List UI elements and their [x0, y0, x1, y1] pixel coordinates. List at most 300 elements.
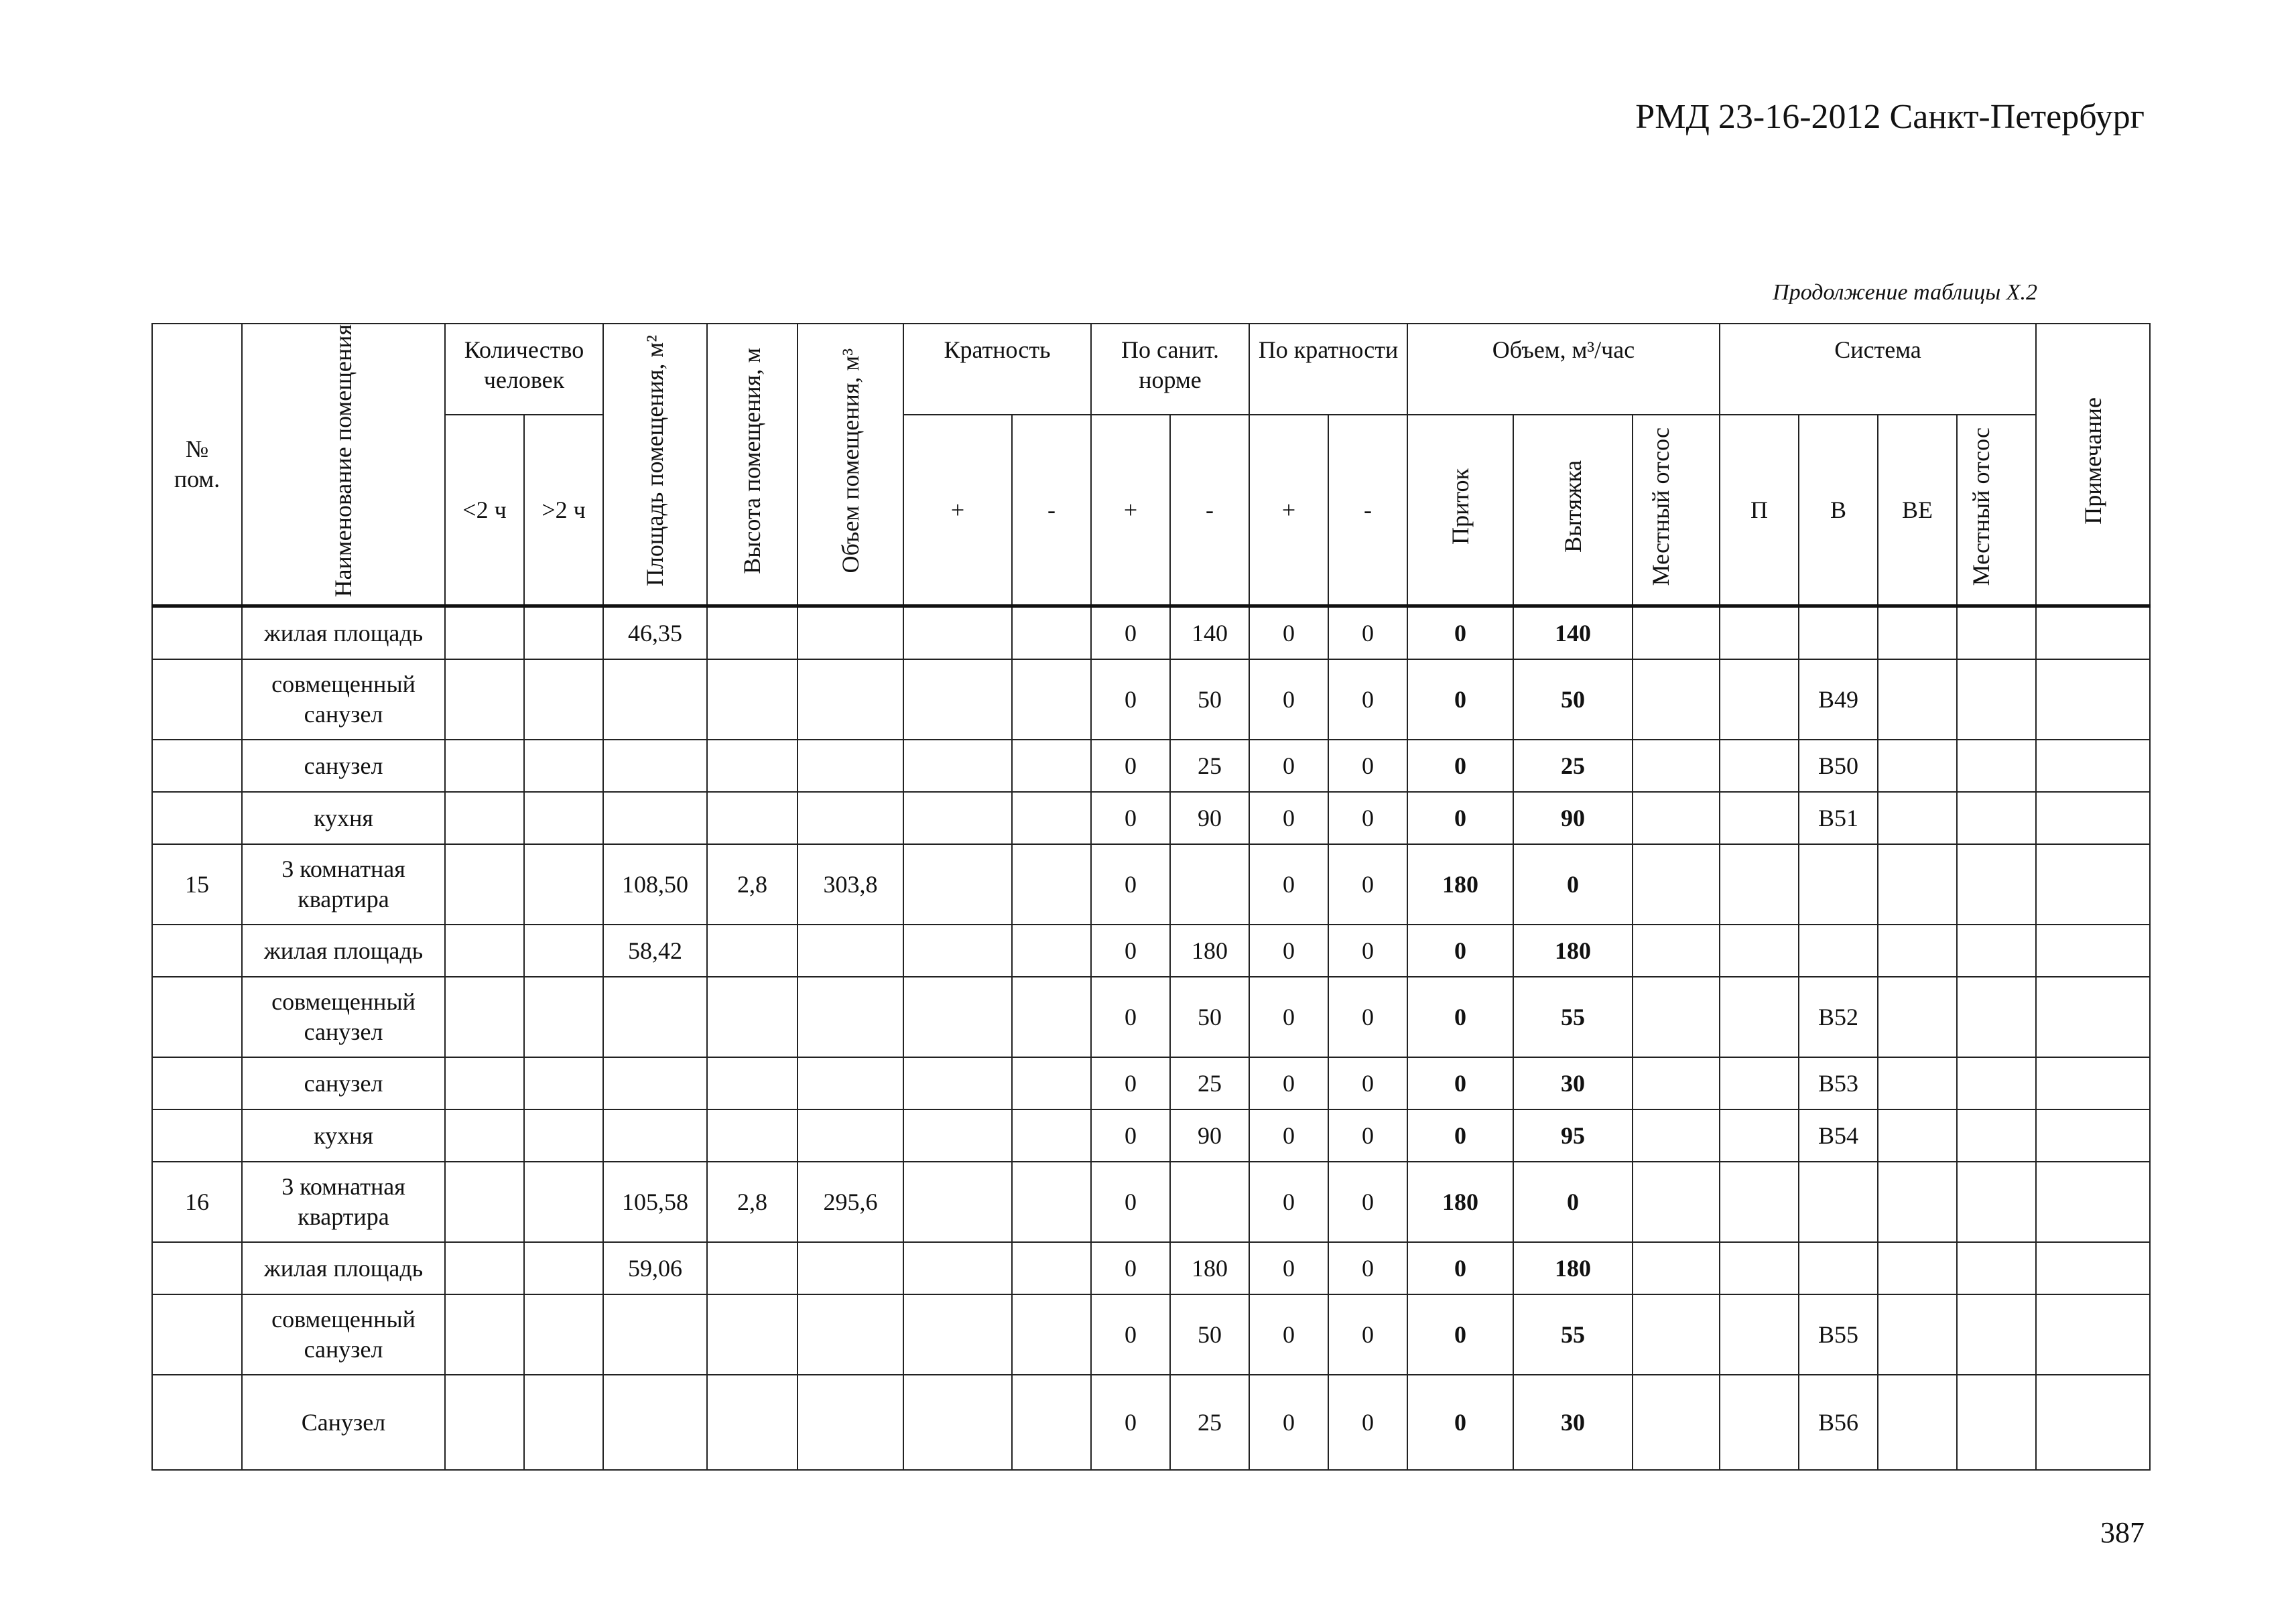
cell-pokrat-minus: 0 — [1328, 844, 1407, 925]
cell-height — [707, 925, 798, 977]
cell-sys-v: В50 — [1799, 740, 1878, 792]
cell-pritok: 0 — [1407, 1109, 1513, 1162]
col-header-sanit-minus: - — [1170, 415, 1249, 606]
cell-krat-minus — [1012, 1375, 1091, 1470]
cell-sanit-plus: 0 — [1091, 606, 1170, 660]
cell-sys-mestny — [1957, 925, 2036, 977]
cell-area: 58,42 — [603, 925, 707, 977]
cell-sanit-plus: 0 — [1091, 1162, 1170, 1242]
table-row — [152, 606, 2150, 660]
cell-name: жилая площадь — [242, 606, 445, 660]
cell-mestny — [1633, 1162, 1720, 1242]
col-header-name-text: Наименование помещения — [330, 324, 357, 598]
cell-pokrat-plus: 0 — [1249, 1294, 1328, 1375]
table-row — [152, 1375, 2150, 1470]
cell-volume — [798, 1375, 903, 1470]
col-header-pokrat-minus: - — [1328, 415, 1407, 606]
cell-pritok: 0 — [1407, 1242, 1513, 1294]
table-row — [152, 1162, 2150, 1242]
cell-vytyazhka: 55 — [1513, 1294, 1633, 1375]
cell-height — [707, 1242, 798, 1294]
cell-volume — [798, 1057, 903, 1109]
cell-sys-v — [1799, 606, 1878, 660]
cell-pokrat-minus: 0 — [1328, 1375, 1407, 1470]
cell-sanit-plus: 0 — [1091, 1294, 1170, 1375]
cell-people-lt2 — [445, 792, 524, 844]
cell-krat-plus — [903, 1242, 1012, 1294]
cell-number — [152, 1294, 242, 1375]
cell-sys-p — [1720, 844, 1799, 925]
cell-area: 108,50 — [603, 844, 707, 925]
cell-vytyazhka: 50 — [1513, 659, 1633, 740]
cell-krat-plus — [903, 1294, 1012, 1375]
cell-sanit-plus: 0 — [1091, 1242, 1170, 1294]
cell-name: 3 комнатная квартира — [242, 1162, 445, 1242]
cell-sys-ve — [1878, 1162, 1957, 1242]
cell-krat-plus — [903, 844, 1012, 925]
cell-krat-minus — [1012, 740, 1091, 792]
cell-number — [152, 659, 242, 740]
cell-krat-minus — [1012, 659, 1091, 740]
cell-people-gt2 — [524, 1375, 603, 1470]
col-header-kratnost: Кратность — [903, 324, 1091, 415]
col-header-volume-text: Объем помещения, м³ — [836, 348, 864, 573]
cell-sys-p — [1720, 1375, 1799, 1470]
cell-name: совмещенный санузел — [242, 977, 445, 1057]
cell-sanit-plus: 0 — [1091, 1375, 1170, 1470]
cell-mestny — [1633, 977, 1720, 1057]
cell-sys-ve — [1878, 1375, 1957, 1470]
cell-pritok: 0 — [1407, 1375, 1513, 1470]
cell-people-lt2 — [445, 1375, 524, 1470]
cell-pokrat-plus: 0 — [1249, 925, 1328, 977]
cell-area — [603, 1294, 707, 1375]
cell-note — [2036, 1375, 2150, 1470]
cell-people-lt2 — [445, 925, 524, 977]
col-header-area-text: Площадь помещения, м² — [641, 335, 669, 587]
cell-sys-mestny — [1957, 659, 2036, 740]
cell-area — [603, 740, 707, 792]
cell-name: совмещенный санузел — [242, 1294, 445, 1375]
cell-sanit-minus: 90 — [1170, 1109, 1249, 1162]
cell-people-lt2 — [445, 1057, 524, 1109]
cell-note — [2036, 1294, 2150, 1375]
cell-people-gt2 — [524, 1109, 603, 1162]
col-header-note — [2036, 324, 2150, 606]
cell-sanit-plus: 0 — [1091, 977, 1170, 1057]
cell-pokrat-minus: 0 — [1328, 1057, 1407, 1109]
cell-number — [152, 977, 242, 1057]
cell-volume — [798, 977, 903, 1057]
cell-mestny — [1633, 1375, 1720, 1470]
cell-sys-p — [1720, 1242, 1799, 1294]
cell-number: 16 — [152, 1162, 242, 1242]
cell-sanit-minus — [1170, 844, 1249, 925]
cell-pokrat-plus: 0 — [1249, 659, 1328, 740]
cell-krat-minus — [1012, 606, 1091, 660]
cell-sanit-minus: 25 — [1170, 1375, 1249, 1470]
cell-sanit-minus — [1170, 1162, 1249, 1242]
cell-krat-plus — [903, 1162, 1012, 1242]
col-header-gt2: >2 ч — [524, 415, 603, 606]
cell-area — [603, 977, 707, 1057]
cell-mestny — [1633, 925, 1720, 977]
cell-sanit-minus: 25 — [1170, 740, 1249, 792]
col-header-sistema: Система — [1720, 324, 2036, 415]
cell-pritok: 0 — [1407, 740, 1513, 792]
document-header: РМД 23-16-2012 Санкт-Петербург — [1635, 98, 2145, 136]
cell-pokrat-plus: 0 — [1249, 740, 1328, 792]
cell-pritok: 0 — [1407, 977, 1513, 1057]
cell-note — [2036, 925, 2150, 977]
cell-people-gt2 — [524, 740, 603, 792]
cell-height — [707, 659, 798, 740]
cell-pokrat-minus: 0 — [1328, 1109, 1407, 1162]
cell-sys-mestny — [1957, 844, 2036, 925]
cell-sanit-minus: 90 — [1170, 792, 1249, 844]
col-header-krat-minus: - — [1012, 415, 1091, 606]
cell-pokrat-minus: 0 — [1328, 925, 1407, 977]
cell-sys-ve — [1878, 977, 1957, 1057]
cell-note — [2036, 792, 2150, 844]
cell-sanit-minus: 140 — [1170, 606, 1249, 660]
cell-volume — [798, 659, 903, 740]
cell-note — [2036, 844, 2150, 925]
cell-sys-ve — [1878, 606, 1957, 660]
cell-note — [2036, 606, 2150, 660]
cell-volume: 295,6 — [798, 1162, 903, 1242]
cell-people-lt2 — [445, 1294, 524, 1375]
cell-area: 46,35 — [603, 606, 707, 660]
cell-number — [152, 925, 242, 977]
cell-sys-mestny — [1957, 606, 2036, 660]
cell-sys-v: В56 — [1799, 1375, 1878, 1470]
cell-height — [707, 1294, 798, 1375]
col-header-vytyazhka — [1513, 415, 1633, 606]
cell-sanit-minus: 180 — [1170, 1242, 1249, 1294]
table-row — [152, 659, 2150, 740]
cell-krat-minus — [1012, 977, 1091, 1057]
cell-sys-p — [1720, 659, 1799, 740]
cell-note — [2036, 740, 2150, 792]
col-header-objem: Объем, м³/час — [1407, 324, 1720, 415]
page-number: 387 — [2100, 1516, 2145, 1549]
cell-volume: 303,8 — [798, 844, 903, 925]
cell-sys-p — [1720, 740, 1799, 792]
cell-pokrat-plus: 0 — [1249, 844, 1328, 925]
cell-people-lt2 — [445, 844, 524, 925]
cell-volume — [798, 792, 903, 844]
cell-vytyazhka: 180 — [1513, 1242, 1633, 1294]
cell-krat-plus — [903, 925, 1012, 977]
cell-pokrat-plus: 0 — [1249, 1162, 1328, 1242]
cell-sanit-plus: 0 — [1091, 844, 1170, 925]
cell-sys-mestny — [1957, 1057, 2036, 1109]
cell-area: 105,58 — [603, 1162, 707, 1242]
cell-volume — [798, 1242, 903, 1294]
cell-pokrat-plus: 0 — [1249, 1375, 1328, 1470]
table-row — [152, 925, 2150, 977]
cell-people-gt2 — [524, 1057, 603, 1109]
cell-mestny — [1633, 1294, 1720, 1375]
cell-sanit-minus: 180 — [1170, 925, 1249, 977]
cell-vytyazhka: 55 — [1513, 977, 1633, 1057]
cell-pokrat-minus: 0 — [1328, 740, 1407, 792]
cell-height — [707, 606, 798, 660]
cell-number — [152, 740, 242, 792]
col-header-area — [603, 324, 707, 606]
col-header-sys-mestny-text: Местный отсос — [1968, 427, 1995, 586]
table-row — [152, 1242, 2150, 1294]
col-header-note-text: Примечание — [2079, 397, 2106, 525]
cell-people-lt2 — [445, 740, 524, 792]
cell-sys-v: В52 — [1799, 977, 1878, 1057]
cell-number: 15 — [152, 844, 242, 925]
cell-people-gt2 — [524, 1242, 603, 1294]
col-header-sanit: По санит. норме — [1091, 324, 1249, 415]
cell-volume — [798, 606, 903, 660]
cell-sys-mestny — [1957, 1109, 2036, 1162]
cell-sys-mestny — [1957, 1162, 2036, 1242]
cell-pokrat-plus: 0 — [1249, 606, 1328, 660]
cell-sanit-plus: 0 — [1091, 1057, 1170, 1109]
cell-pritok: 0 — [1407, 925, 1513, 977]
cell-sanit-plus: 0 — [1091, 925, 1170, 977]
table-row — [152, 977, 2150, 1057]
cell-krat-minus — [1012, 1162, 1091, 1242]
cell-people-lt2 — [445, 977, 524, 1057]
cell-sys-v — [1799, 1162, 1878, 1242]
table-continuation-label: Продолжение таблицы Х.2 — [1773, 280, 2037, 305]
col-header-height — [707, 324, 798, 606]
cell-sys-v: В54 — [1799, 1109, 1878, 1162]
cell-sys-ve — [1878, 844, 1957, 925]
cell-krat-minus — [1012, 1242, 1091, 1294]
cell-sys-ve — [1878, 740, 1957, 792]
cell-number — [152, 792, 242, 844]
cell-vytyazhka: 90 — [1513, 792, 1633, 844]
cell-sys-v — [1799, 1242, 1878, 1294]
cell-note — [2036, 977, 2150, 1057]
cell-krat-minus — [1012, 1109, 1091, 1162]
cell-mestny — [1633, 844, 1720, 925]
cell-pokrat-minus: 0 — [1328, 1242, 1407, 1294]
cell-people-gt2 — [524, 1162, 603, 1242]
cell-sys-p — [1720, 977, 1799, 1057]
cell-pritok: 0 — [1407, 606, 1513, 660]
col-header-sanit-plus: + — [1091, 415, 1170, 606]
cell-area: 59,06 — [603, 1242, 707, 1294]
cell-people-gt2 — [524, 659, 603, 740]
cell-volume — [798, 925, 903, 977]
col-header-pritok — [1407, 415, 1513, 606]
cell-height — [707, 740, 798, 792]
cell-sys-v — [1799, 844, 1878, 925]
cell-sys-p — [1720, 1109, 1799, 1162]
cell-sys-v: В55 — [1799, 1294, 1878, 1375]
ventilation-table — [151, 323, 2151, 1471]
cell-volume — [798, 1294, 903, 1375]
cell-pritok: 0 — [1407, 792, 1513, 844]
cell-pritok: 0 — [1407, 659, 1513, 740]
col-header-people: Количество человек — [445, 324, 603, 415]
cell-sys-p — [1720, 925, 1799, 977]
cell-pokrat-plus: 0 — [1249, 792, 1328, 844]
col-header-mestny — [1633, 415, 1720, 606]
table-row — [152, 844, 2150, 925]
cell-people-gt2 — [524, 1294, 603, 1375]
cell-pokrat-minus: 0 — [1328, 606, 1407, 660]
cell-sanit-plus: 0 — [1091, 740, 1170, 792]
cell-height — [707, 1057, 798, 1109]
cell-note — [2036, 1242, 2150, 1294]
cell-name: санузел — [242, 1057, 445, 1109]
cell-name: санузел — [242, 740, 445, 792]
cell-height: 2,8 — [707, 1162, 798, 1242]
cell-sys-mestny — [1957, 740, 2036, 792]
cell-note — [2036, 659, 2150, 740]
cell-number — [152, 606, 242, 660]
cell-pokrat-minus: 0 — [1328, 1162, 1407, 1242]
col-header-sys-p: П — [1720, 415, 1799, 606]
cell-area — [603, 792, 707, 844]
cell-pritok: 180 — [1407, 844, 1513, 925]
cell-people-gt2 — [524, 925, 603, 977]
cell-name: жилая площадь — [242, 925, 445, 977]
cell-volume — [798, 1109, 903, 1162]
col-header-sys-ve: ВЕ — [1878, 415, 1957, 606]
cell-sanit-plus: 0 — [1091, 1109, 1170, 1162]
cell-sanit-minus: 50 — [1170, 1294, 1249, 1375]
cell-pritok: 180 — [1407, 1162, 1513, 1242]
col-header-number: № пом. — [152, 324, 242, 606]
cell-mestny — [1633, 740, 1720, 792]
table-row — [152, 1294, 2150, 1375]
col-header-sys-mestny — [1957, 415, 2036, 606]
cell-number — [152, 1109, 242, 1162]
cell-mestny — [1633, 1057, 1720, 1109]
cell-pokrat-plus: 0 — [1249, 977, 1328, 1057]
cell-vytyazhka: 30 — [1513, 1375, 1633, 1470]
cell-people-lt2 — [445, 1162, 524, 1242]
cell-mestny — [1633, 606, 1720, 660]
cell-sanit-minus: 25 — [1170, 1057, 1249, 1109]
cell-people-gt2 — [524, 792, 603, 844]
cell-mestny — [1633, 792, 1720, 844]
cell-sys-p — [1720, 1294, 1799, 1375]
cell-area — [603, 1375, 707, 1470]
cell-name: Санузел — [242, 1375, 445, 1470]
cell-height — [707, 1109, 798, 1162]
cell-sys-v: В51 — [1799, 792, 1878, 844]
cell-sanit-plus: 0 — [1091, 659, 1170, 740]
cell-pokrat-plus: 0 — [1249, 1109, 1328, 1162]
col-header-volume — [798, 324, 903, 606]
cell-krat-minus — [1012, 1057, 1091, 1109]
cell-vytyazhka: 0 — [1513, 1162, 1633, 1242]
table-row — [152, 1057, 2150, 1109]
cell-sys-ve — [1878, 659, 1957, 740]
cell-krat-minus — [1012, 925, 1091, 977]
cell-sys-p — [1720, 792, 1799, 844]
cell-sys-ve — [1878, 1242, 1957, 1294]
table-row — [152, 740, 2150, 792]
cell-krat-plus — [903, 1375, 1012, 1470]
cell-pokrat-plus: 0 — [1249, 1057, 1328, 1109]
cell-name: совмещенный санузел — [242, 659, 445, 740]
cell-krat-minus — [1012, 792, 1091, 844]
col-header-height-text: Высота помещения, м — [739, 347, 766, 574]
cell-sys-p — [1720, 1162, 1799, 1242]
table-row — [152, 1109, 2150, 1162]
cell-people-lt2 — [445, 1242, 524, 1294]
cell-mestny — [1633, 1109, 1720, 1162]
cell-sys-p — [1720, 606, 1799, 660]
cell-area — [603, 659, 707, 740]
col-header-sys-v: В — [1799, 415, 1878, 606]
cell-sys-ve — [1878, 1294, 1957, 1375]
cell-name: кухня — [242, 792, 445, 844]
cell-sys-mestny — [1957, 1242, 2036, 1294]
cell-krat-plus — [903, 792, 1012, 844]
cell-number — [152, 1242, 242, 1294]
cell-vytyazhka: 30 — [1513, 1057, 1633, 1109]
cell-pritok: 0 — [1407, 1057, 1513, 1109]
cell-krat-plus — [903, 740, 1012, 792]
cell-people-gt2 — [524, 606, 603, 660]
cell-sys-ve — [1878, 1057, 1957, 1109]
cell-name: кухня — [242, 1109, 445, 1162]
cell-mestny — [1633, 659, 1720, 740]
col-header-pokrat-plus: + — [1249, 415, 1328, 606]
cell-vytyazhka: 180 — [1513, 925, 1633, 977]
cell-people-lt2 — [445, 1109, 524, 1162]
cell-krat-plus — [903, 977, 1012, 1057]
cell-name: 3 комнатная квартира — [242, 844, 445, 925]
table-body — [152, 606, 2150, 1471]
cell-sys-mestny — [1957, 977, 2036, 1057]
cell-number — [152, 1375, 242, 1470]
cell-height — [707, 977, 798, 1057]
cell-volume — [798, 740, 903, 792]
cell-krat-minus — [1012, 1294, 1091, 1375]
cell-pokrat-minus: 0 — [1328, 659, 1407, 740]
cell-sys-ve — [1878, 792, 1957, 844]
cell-pokrat-minus: 0 — [1328, 1294, 1407, 1375]
cell-area — [603, 1057, 707, 1109]
cell-krat-plus — [903, 1057, 1012, 1109]
col-header-pritok-text: Приток — [1446, 468, 1474, 545]
cell-people-gt2 — [524, 844, 603, 925]
cell-krat-minus — [1012, 844, 1091, 925]
col-header-mestny-text: Местный отсос — [1647, 427, 1675, 586]
col-header-pokrat: По кратности — [1249, 324, 1407, 415]
cell-sanit-minus: 50 — [1170, 977, 1249, 1057]
cell-height — [707, 1375, 798, 1470]
cell-pritok: 0 — [1407, 1294, 1513, 1375]
cell-name: жилая площадь — [242, 1242, 445, 1294]
cell-krat-plus — [903, 1109, 1012, 1162]
cell-note — [2036, 1057, 2150, 1109]
cell-krat-plus — [903, 659, 1012, 740]
cell-people-lt2 — [445, 606, 524, 660]
cell-height: 2,8 — [707, 844, 798, 925]
cell-sys-v — [1799, 925, 1878, 977]
cell-sys-ve — [1878, 925, 1957, 977]
col-header-name — [242, 324, 445, 606]
cell-sys-mestny — [1957, 1375, 2036, 1470]
col-header-vytyazhka-text: Вытяжка — [1559, 460, 1586, 553]
